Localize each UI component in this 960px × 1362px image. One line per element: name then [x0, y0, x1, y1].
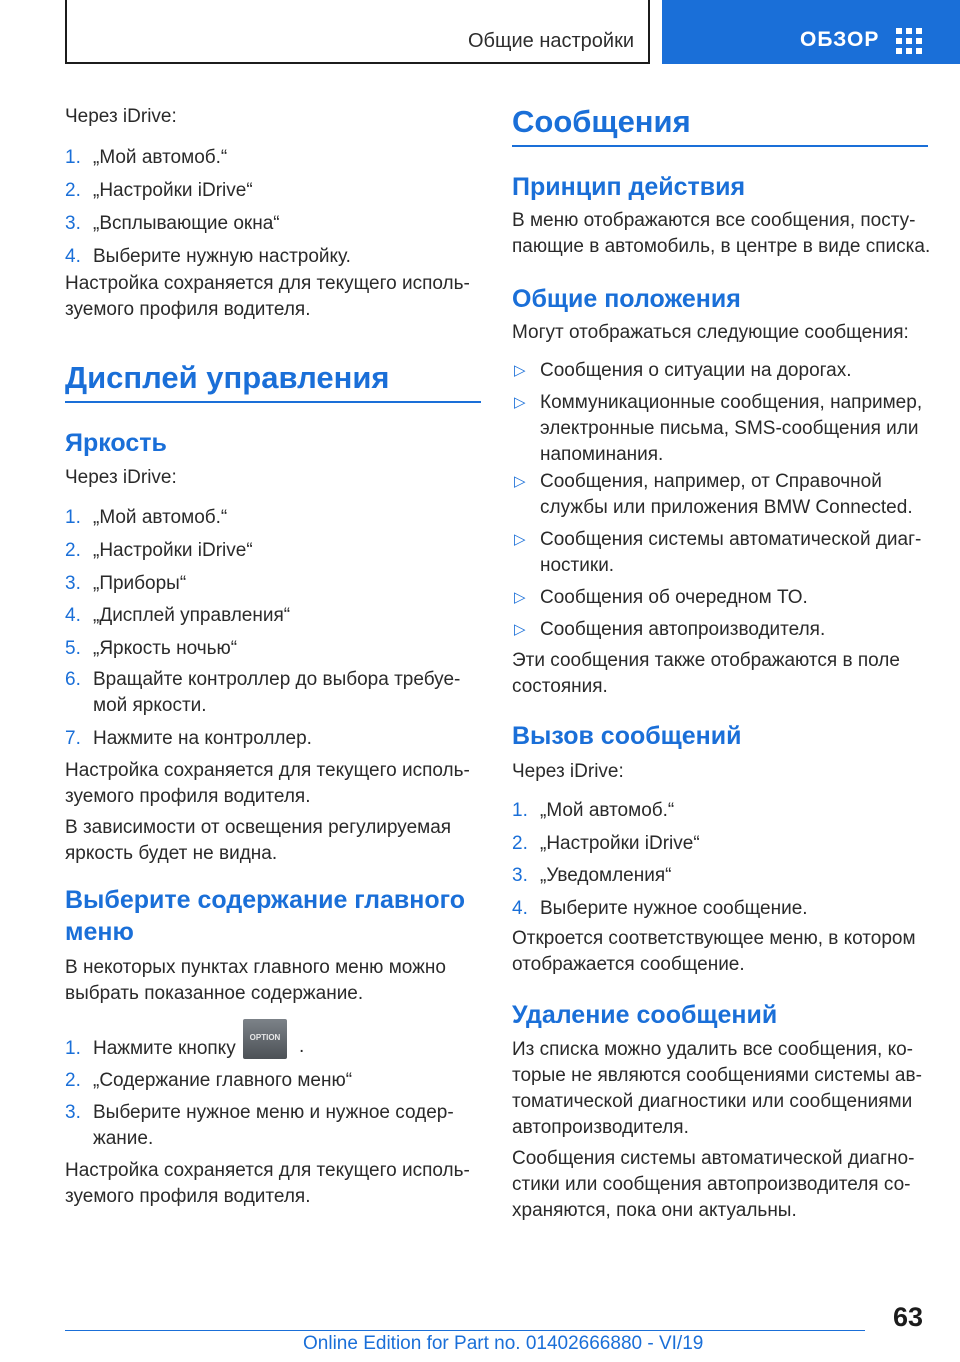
note-text: зуемого профиля водителя. — [65, 786, 311, 807]
body-text: стики или сообщения автопроизводителя со- — [512, 1174, 911, 1195]
option-button-icon: OPTION — [243, 1019, 287, 1059]
note-text: отображается сообщение. — [512, 954, 745, 975]
note-text: яркость будет не видна. — [65, 843, 278, 864]
body-text: пающие в автомобиль, в центре в виде списка. — [512, 236, 931, 257]
intro-text: выбрать показанное содержание. — [65, 983, 364, 1004]
bullet-triangle-icon: ▷ — [514, 394, 526, 411]
note-text: В зависимости от освещения регулируемая — [65, 817, 452, 838]
header-section-box — [65, 0, 650, 64]
overview-tab-label: ОБЗОР — [800, 28, 880, 51]
note-text: зуемого профиля водителя. — [65, 299, 311, 320]
body-text: Из списка можно удалить все сообщения, ко- — [512, 1039, 914, 1060]
bullet-triangle-icon: ▷ — [514, 589, 526, 606]
note-text: Эти сообщения также отображаются в поле — [512, 650, 900, 671]
subsection-heading: Общие положения — [512, 285, 741, 313]
bullet-triangle-icon: ▷ — [514, 531, 526, 548]
body-text: В меню отображаются все сообщения, посту- — [512, 210, 916, 231]
header-section-title: Общие настройки — [468, 30, 634, 52]
subsection-heading: меню — [65, 918, 134, 946]
body-text: автопроизводителя. — [512, 1117, 689, 1138]
footer-rule — [65, 1330, 865, 1331]
overview-tab[interactable] — [662, 0, 960, 64]
body-text: томатической диагностики или сообщениями — [512, 1091, 913, 1112]
body-text: Сообщения системы автоматической диагно- — [512, 1148, 915, 1169]
section-heading: Дисплей управления — [65, 360, 390, 395]
intro-text: Через iDrive: — [65, 106, 177, 127]
grid-icon — [896, 28, 922, 54]
note-text: состояния. — [512, 676, 608, 697]
note-text: Откроется соответствующее меню, в котором — [512, 928, 916, 949]
heading-rule — [512, 145, 928, 147]
intro-text: Через iDrive: — [65, 467, 177, 488]
section-heading: Сообщения — [512, 104, 691, 139]
note-text: Настройка сохраняется для текущего исполь- — [65, 273, 470, 294]
note-text: Настройка сохраняется для текущего исполь- — [65, 1160, 470, 1181]
subsection-heading: Яркость — [65, 429, 167, 457]
heading-rule — [65, 401, 481, 403]
intro-text: В некоторых пунктах главного меню можно — [65, 957, 446, 978]
note-text: Настройка сохраняется для текущего исполь- — [65, 760, 470, 781]
subsection-heading: Принцип действия — [512, 173, 746, 201]
intro-text: Через iDrive: — [512, 761, 624, 782]
bullet-triangle-icon: ▷ — [514, 621, 526, 638]
subsection-heading: Выберите содержание главного — [65, 886, 465, 914]
edition-text: Online Edition for Part no. 01402666880 - VI/19 — [303, 1333, 704, 1354]
page-number: 63 — [893, 1302, 924, 1332]
step-end-dot: . — [299, 1036, 305, 1057]
note-text: зуемого профиля водителя. — [65, 1186, 311, 1207]
subsection-heading: Удаление сообщений — [512, 1001, 778, 1029]
intro-text: Могут отображаться следующие сообщения: — [512, 322, 909, 343]
subsection-heading: Вызов сообщений — [512, 722, 742, 750]
bullet-triangle-icon: ▷ — [514, 473, 526, 490]
body-text: храняются, пока они актуальны. — [512, 1200, 797, 1221]
bullet-triangle-icon: ▷ — [514, 362, 526, 379]
body-text: торые не являются сообщениями системы ав- — [512, 1065, 922, 1086]
